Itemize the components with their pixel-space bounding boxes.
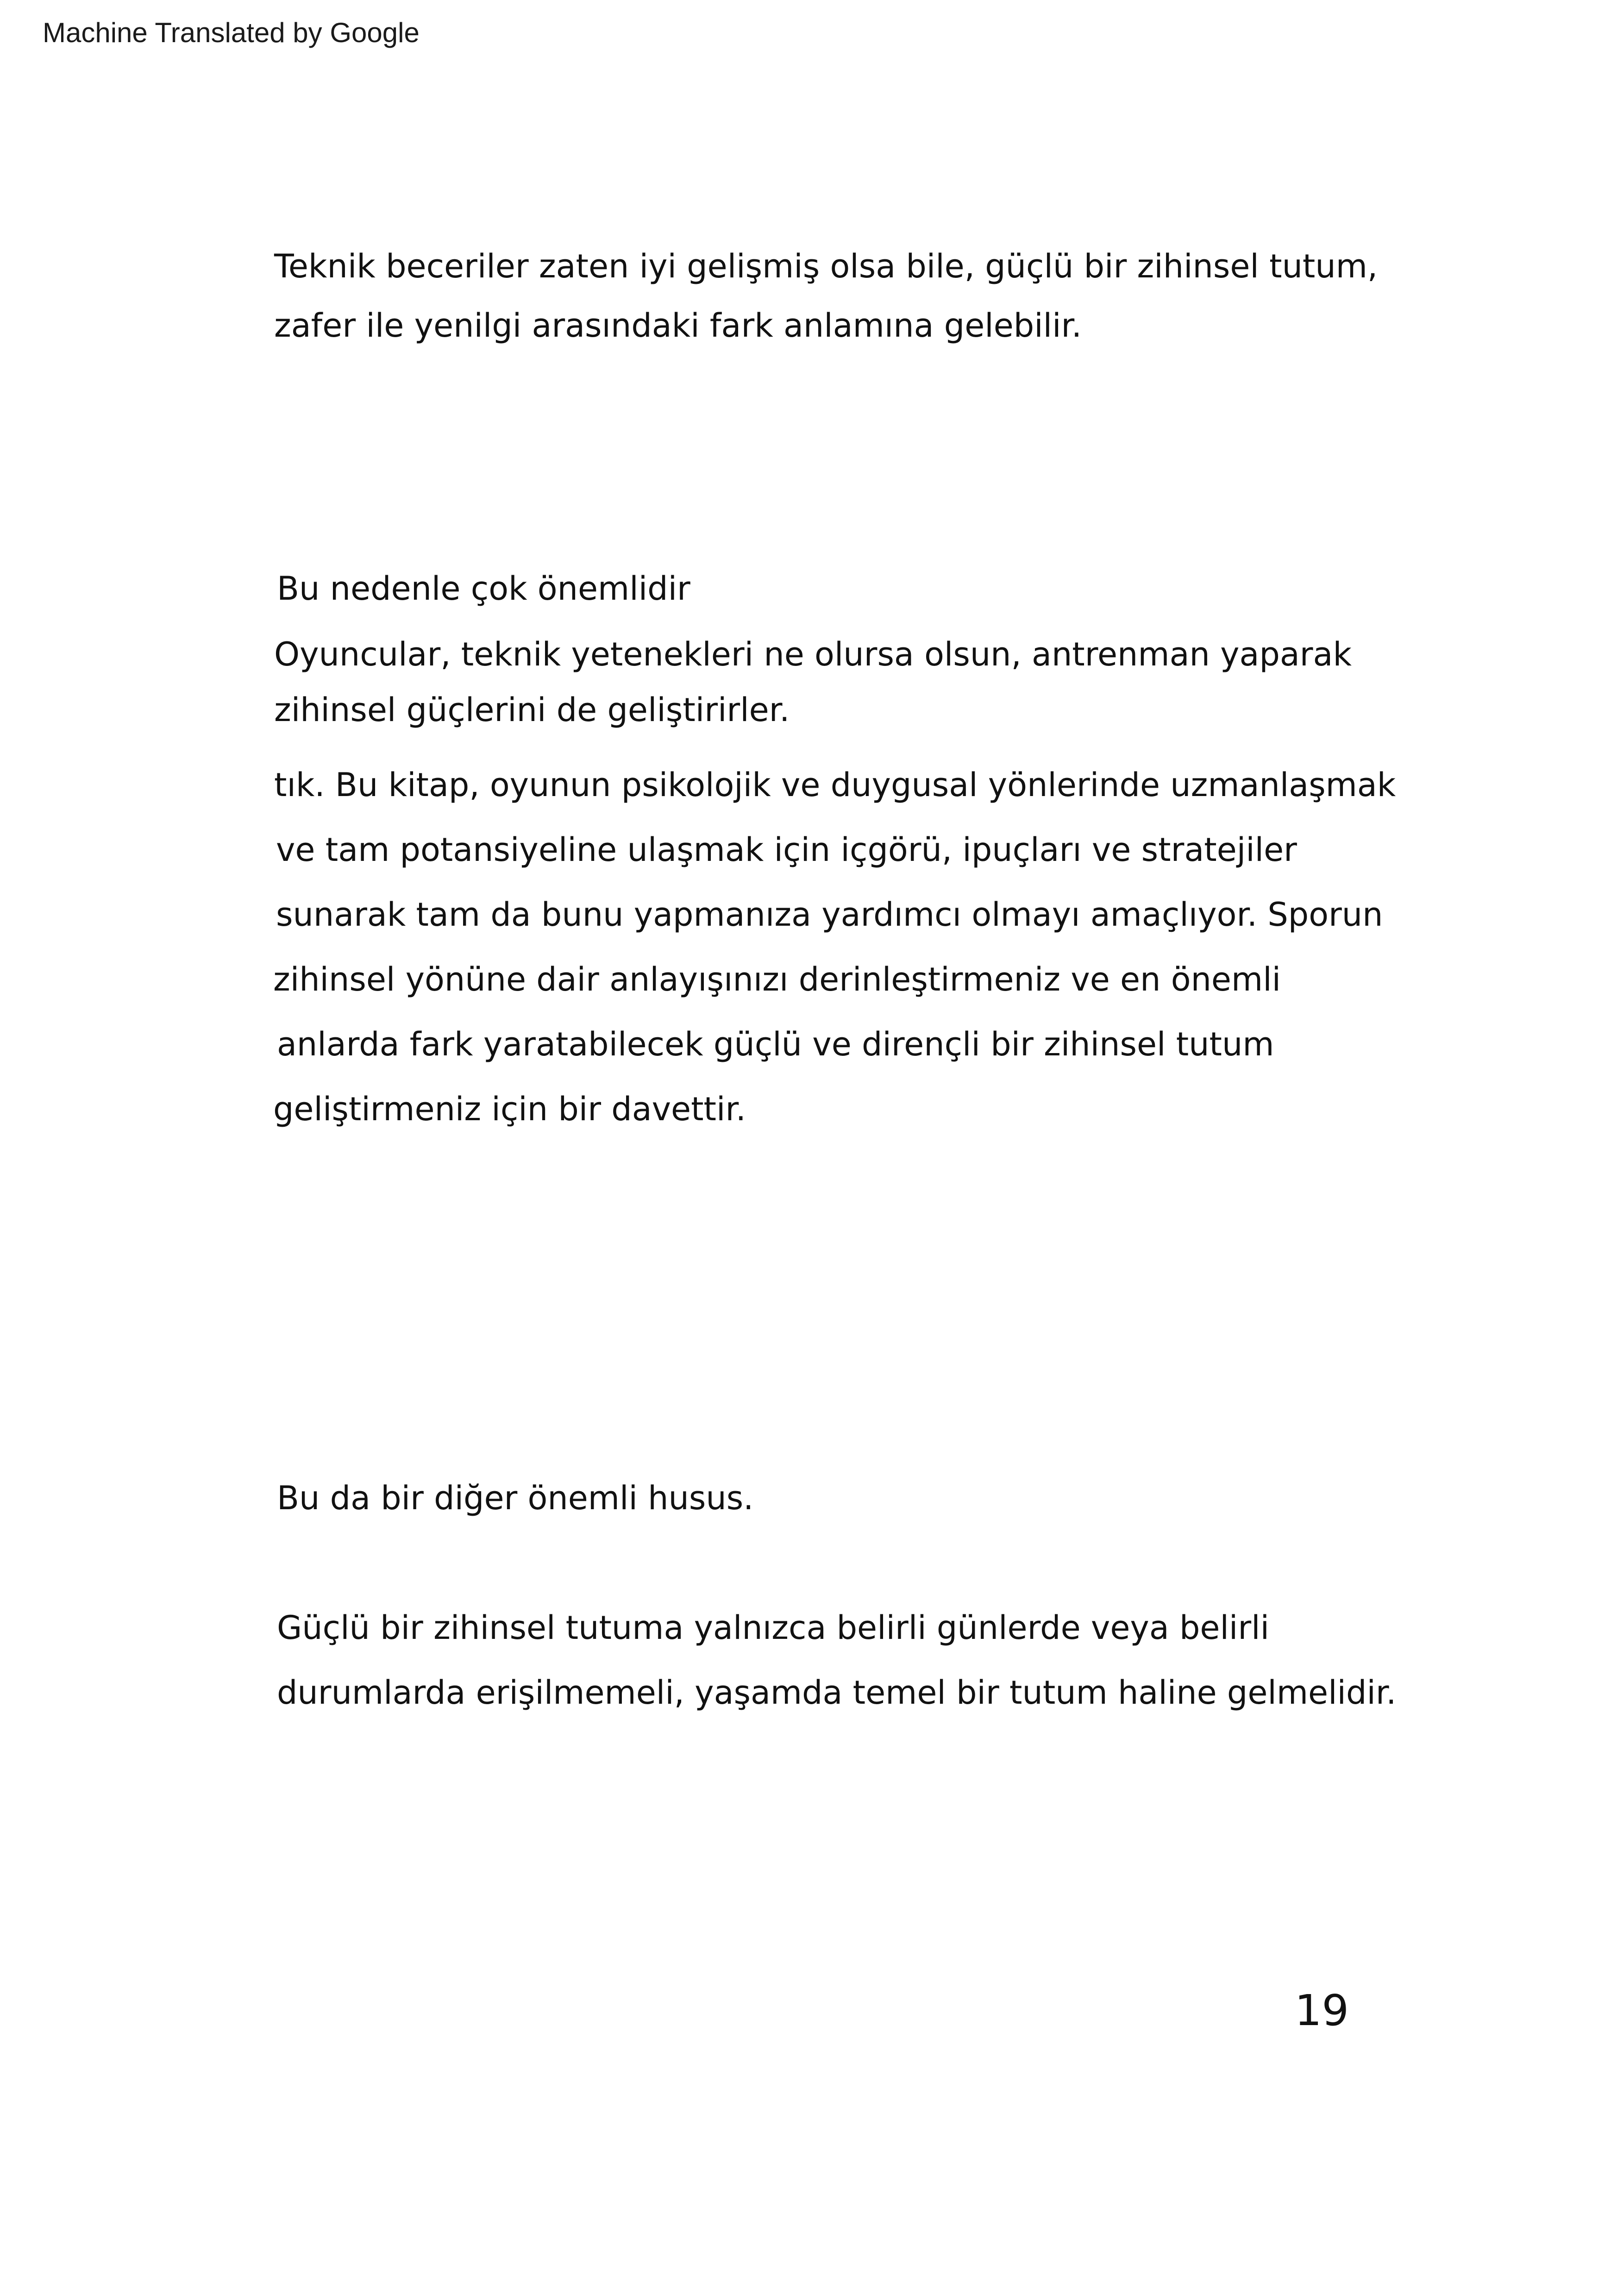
book-line: anlarda fark yaratabilecek güçlü ve dirençli bir zihinsel tutum [277,1025,1274,1063]
closing-line: durumlarda erişilmemeli, yaşamda temel bir tutum haline gelmelidir. [277,1674,1397,1712]
book-line: ve tam potansiyeline ulaşmak için içgörü, ipuçları ve stratejiler [276,831,1297,869]
machine-translation-banner: Machine Translated by Google [43,17,420,48]
intro-line: Teknik beceriler zaten iyi gelişmiş olsa bile, güçlü bir zihinsel tutum, [274,247,1378,285]
book-line: geliştirmeniz için bir davettir. [273,1090,746,1128]
book-line: sunarak tam da bunu yapmanıza yardımcı olmayı amaçlıyor. Sporun [276,896,1383,934]
closing-line: Güçlü bir zihinsel tutuma yalnızca belirli günlerde veya belirli [277,1609,1270,1647]
book-line: tık. Bu kitap, oyunun psikolojik ve duygusal yönlerinde uzmanlaşmak [274,766,1396,804]
book-line: zihinsel yönüne dair anlayışınızı derinleştirmeniz ve en önemli [273,960,1281,998]
another-point-line: Bu da bir diğer önemli husus. [277,1479,754,1517]
players-line: zihinsel güçlerini de geliştirirler. [274,691,790,729]
players-line: Oyuncular, teknik yetenekleri ne olursa olsun, antrenman yaparak [274,635,1352,673]
intro-line: zafer ile yenilgi arasındaki fark anlamına gelebilir. [274,307,1082,345]
page-number: 19 [1295,1986,1349,2035]
importance-heading: Bu nedenle çok önemlidir [277,570,690,608]
